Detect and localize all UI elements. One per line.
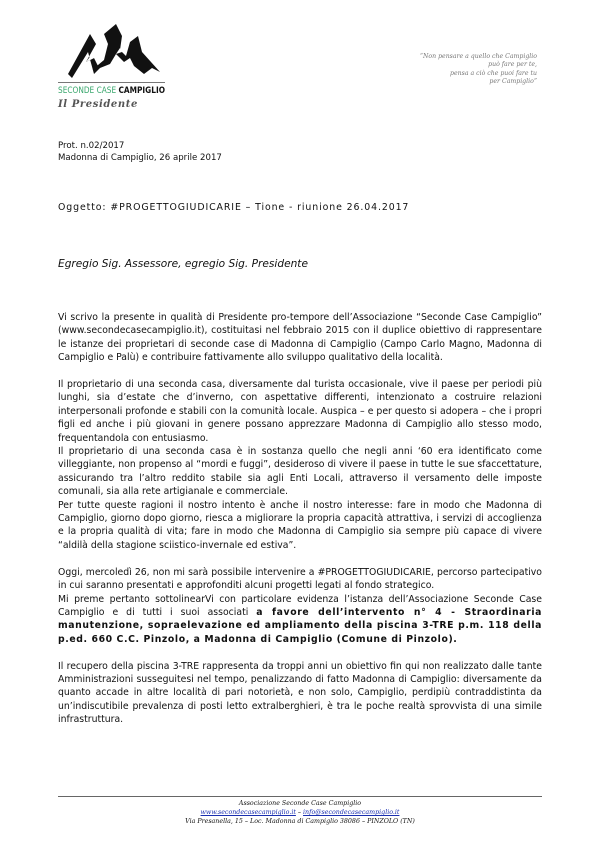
logo-divider [58,82,165,83]
mountains-icon [64,22,164,80]
footer-contacts [58,808,542,817]
email-link[interactable]: info@secondecasecampiglio.it [303,809,400,816]
paragraph: Per tutte queste ragioni il nostro intento è anche il nostro interesse: fare in modo che Madonna di Campiglio, giorno dopo giorno, riesca a migliorare la propria capacità attrattiva, i servizi di accoglienza e la propria qualità di vita; fare in modo che Madonna di Campiglio sia sempre più capace di vivere “aldilà della stagione sciistico-invernale ed estiva”. [58,499,542,551]
motto-line: pensa a ciò che puoi fare tu [450,69,537,77]
paragraph-lead: Mi preme pertanto sottolinearVi con particolare evidenza l’istanza dell’Associazione Seconde Case Campiglio e di tutti i suoi associati [58,593,542,618]
paragraph: Il recupero della piscina 3-TRE rappresenta da troppi anni un obiettivo fin qui non realizzato dalle tante Amministrazioni susseguitesi nel tempo, penalizzando di fatto Madonna di Campiglio: diversamente da quanto accade in altre località di pari notorietà, e non solo, Campiglio, perdipiù contraddistinta da un’indiscutibile prevalenza di posti letto extralberghieri, è tra le poche realtà sprovvista di una simile infrastruttura. [58,660,542,726]
motto-quote [420,53,537,87]
highlighted-request: a favore dell’intervento n° 4 - Straordinaria manutenzione, sopraelevazione ed ampliamento della piscina 3-TRE p.m. 118 della p.ed. 660 C.C. Pinzolo, a Madonna di Campiglio (Comune di Pinzolo). [58,606,542,645]
paragraph [58,593,542,647]
logo-text-dark: CAMPIGLIO [118,86,165,96]
letter-subject: Oggetto: #PROGETTOGIUDICARIE – Tione - riunione 26.04.2017 [58,202,410,213]
paragraph: Vi scrivo la presente in qualità di Presidente pro-tempore dell’Associazione “Seconde Case Campiglio” (www.secondecasecampiglio.it), costituitasi nel febbraio 2015 con il duplice obiettivo di rappresentare le istanze dei proprietari di seconde case di Madonna di Campiglio (Campo Carlo Magno, Madonna di Campiglio e Palù) e contribuire fattivamente allo sviluppo qualitativo della località. [58,312,542,364]
footer-org: Associazione Seconde Case Campiglio [238,800,362,807]
paragraph: Il proprietario di una seconda casa, diversamente dal turista occasionale, vive il paese per periodi più lunghi, sia d’estate che d’inverno, con aspettative differenti, intenzionato a costruire relazioni interpersonali profonde e stabili con la comunità locale. Auspica – e per questo si adopera – che i propri figli ed anche i più giovani in genere possano apprezzare Madonna di Campiglio allo stesso modo, frequentandola con entusiasmo. [58,379,542,444]
paragraph: Oggi, mercoledì 26, non mi sarà possibile intervenire a #PROGETTOGIUDICARIE, percorso partecipativo in cui saranno presentati e approfonditi alcuni progetti legati al fondo strategico. [58,566,542,592]
logo-wordmark [58,86,165,96]
association-logo [58,22,168,96]
paragraph: Il proprietario di una seconda casa è in sostanza quello che negli anni ‘60 era identificato come villeggiante, non propenso al “mordi e fuggi”, desideroso di vivere il paese in tutte le sue sfaccettature, assicurando tra l’altro reddito stabile sia agli Enti Locali, attraverso il versamento delle imposte comunali, sia alla rete artigianale e commerciale. [58,446,542,498]
footer-divider [58,796,542,797]
website-link[interactable]: www.secondecasecampiglio.it [200,809,296,816]
logo-text-green: SECONDE CASE [58,86,119,96]
place-date: Madonna di Campiglio, 26 aprile 2017 [58,153,222,163]
letter-greeting: Egregio Sig. Assessore, egregio Sig. Presidente [58,258,308,270]
footer-separator: – [295,809,304,816]
motto-line: può fare per te, [488,61,537,69]
sender-role: Il Presidente [58,99,138,110]
footer-address: Via Presanella, 15 – Loc. Madonna di Campiglio 38086 – PINZOLO (TN) [185,818,415,825]
letter-footer [58,799,542,826]
letter-meta [58,140,222,164]
motto-line: “Non pensare a quello che Campiglio [419,53,537,60]
protocol-number: Prot. n.02/2017 [58,141,125,151]
motto-line: per Campiglio” [489,78,537,86]
letter-body [58,311,542,727]
